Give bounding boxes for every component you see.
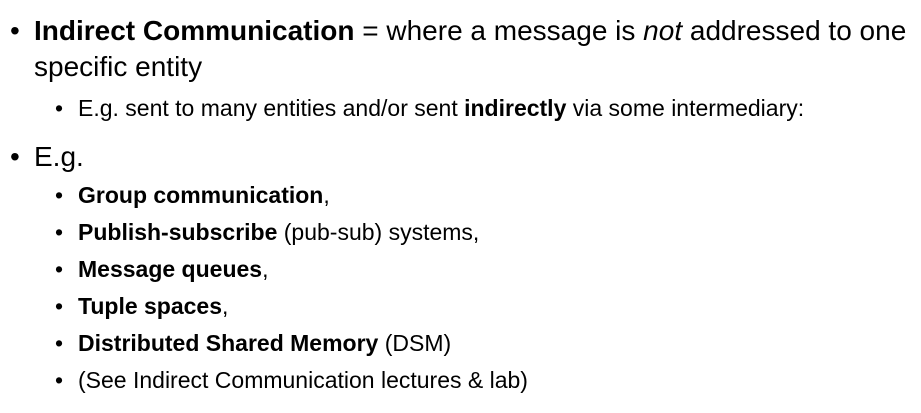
example-rest: , <box>222 293 229 319</box>
definition-part-1: = where a message is <box>354 15 644 46</box>
example-term: Message queues <box>78 256 263 282</box>
bullet-dot: • <box>55 95 64 121</box>
example-rest: , <box>323 182 330 208</box>
bullet-dot: • <box>10 15 20 46</box>
bullet-dot: • <box>55 256 64 282</box>
examples-heading-text: E.g. <box>34 141 84 172</box>
example-term: Tuple spaces <box>78 293 223 319</box>
bullet-dot: • <box>55 330 64 356</box>
example-desc-part-1: E.g. sent to many entities and/or sent <box>78 95 465 121</box>
example-description-text <box>55 90 917 127</box>
bullet-dot: • <box>55 182 64 208</box>
example-rest: , <box>262 256 269 282</box>
term-indirect-communication: Indirect Communication <box>34 15 355 46</box>
bullet-dot: • <box>55 367 64 393</box>
example-term: Publish-subscribe <box>78 219 278 245</box>
list-item-publish-subscribe <box>55 214 917 251</box>
bullet-indirect-communication <box>10 13 915 85</box>
example-rest: (pub-sub) systems, <box>277 219 480 245</box>
definition-emphasis: not <box>643 15 683 46</box>
list-item-distributed-shared-memory <box>55 325 917 362</box>
example-rest: (DSM) <box>378 330 452 356</box>
example-rest: (See Indirect Communication lectures & lab) <box>78 367 528 393</box>
example-term: Group communication <box>78 182 324 208</box>
list-item-message-queues <box>55 251 917 288</box>
bullet-dot: • <box>10 141 20 172</box>
example-term: Distributed Shared Memory <box>78 330 379 356</box>
bullet-example-description <box>55 90 917 127</box>
list-item-see-lectures <box>55 362 917 399</box>
example-desc-bold: indirectly <box>464 95 567 121</box>
bullet-dot: • <box>55 293 64 319</box>
list-item-group-communication <box>55 177 917 214</box>
bullet-examples-heading <box>10 139 915 175</box>
definition-text <box>10 13 915 85</box>
bullet-dot: • <box>55 219 64 245</box>
definition-part-2: addressed to one specific entity <box>34 15 907 82</box>
example-desc-part-2: via some intermediary: <box>566 95 805 121</box>
list-item-tuple-spaces <box>55 288 917 325</box>
